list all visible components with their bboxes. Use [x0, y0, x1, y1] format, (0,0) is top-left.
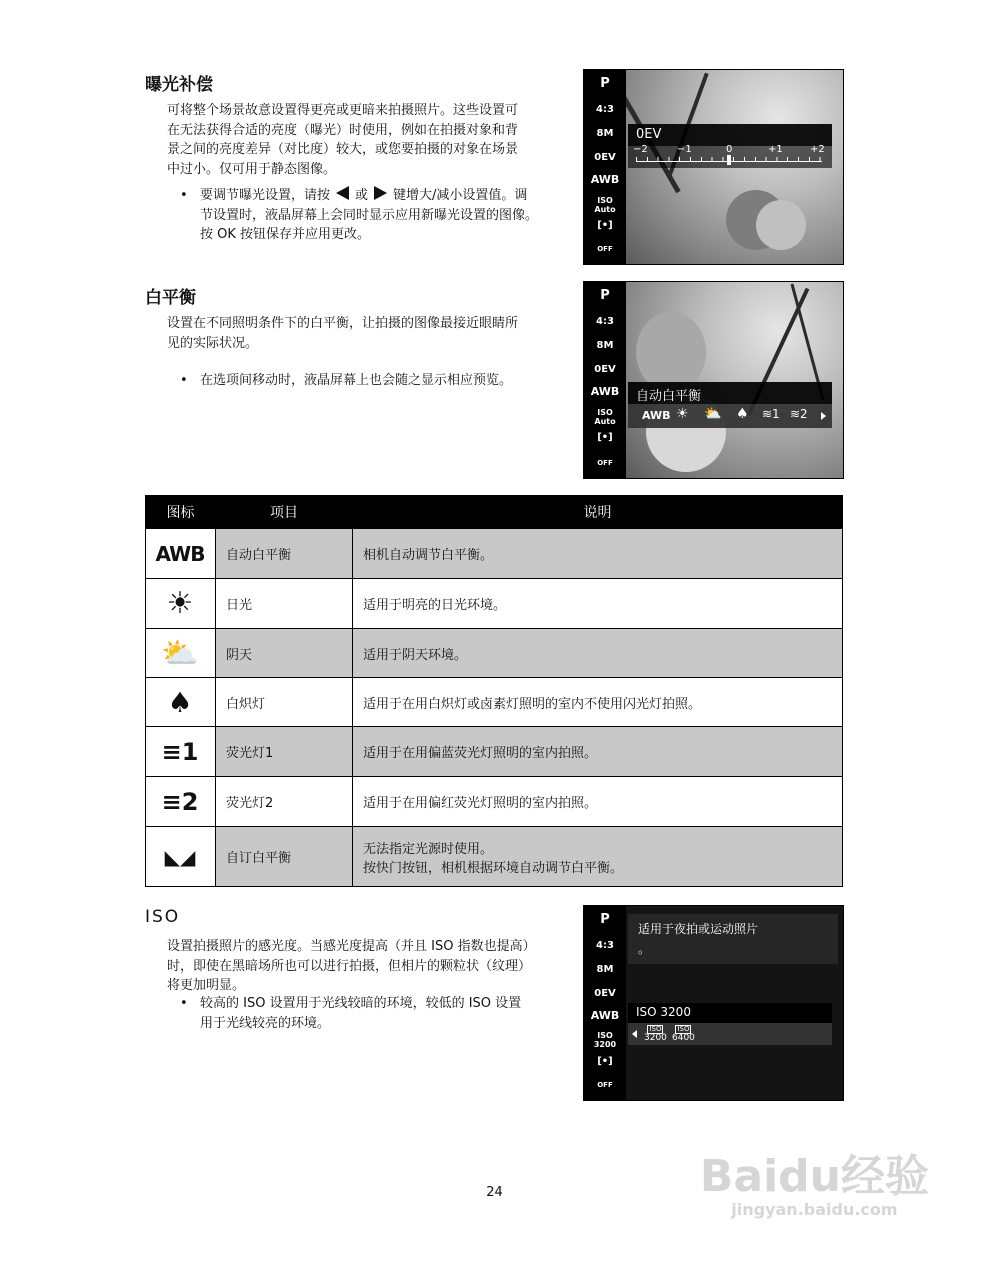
- metering-icon: [•]: [597, 1056, 613, 1067]
- section-title-white-balance: 白平衡: [145, 288, 196, 308]
- bullet-dot: •: [180, 188, 188, 203]
- icon-cell: [146, 777, 216, 827]
- desc-cell: [353, 827, 843, 887]
- camera-screen-exposure: [583, 69, 844, 265]
- item-cell: 白炽灯: [216, 678, 353, 727]
- mode-p-icon: P: [600, 76, 610, 91]
- page-number: 24: [486, 1185, 503, 1200]
- camera-screen-iso: [583, 905, 844, 1101]
- iso-hint-box: [628, 914, 838, 964]
- fluorescent1-icon: ≡1: [154, 730, 206, 774]
- wb-option-awb[interactable]: AWB: [642, 409, 671, 422]
- wb-option-incandescent[interactable]: ♠: [736, 406, 749, 422]
- wb-option-daylight[interactable]: ☀: [676, 406, 689, 422]
- bullet-text: 较高的 ISO 设置用于光线较暗的环境，较低的 ISO 设置: [200, 996, 522, 1011]
- sun-icon: ☀: [154, 582, 206, 626]
- scale-label: 0: [726, 144, 733, 155]
- iso-bullet: [180, 994, 575, 1033]
- iso-option-6400[interactable]: [672, 1025, 695, 1042]
- table-row: [146, 629, 843, 678]
- iso-hint-line: 适用于夜拍或运动照片: [638, 922, 759, 936]
- iso-hint-line: 。: [638, 942, 651, 956]
- cloudy-icon: ⛅: [154, 631, 206, 675]
- iso-option-value: 6400: [672, 1033, 695, 1043]
- effect-off-icon: OFF: [597, 459, 613, 467]
- bullet-text: 用于光线较亮的环境。: [200, 1015, 331, 1031]
- exposure-paragraph: [167, 101, 567, 179]
- iso-auto-label: Auto: [594, 205, 616, 214]
- right-arrow-icon: [374, 186, 387, 200]
- text-line: 中过小。仅可用于静态图像。: [167, 161, 337, 177]
- incandescent-bulb-icon: ♠: [154, 680, 206, 724]
- text-line: 景之间的亮度差异（对比度）较大，或您要拍摄的对象在场景: [167, 142, 519, 157]
- custom-wb-icon: ◣◢: [154, 831, 206, 883]
- wb-current-label: 自动白平衡: [636, 389, 702, 404]
- left-arrow-icon[interactable]: [632, 1030, 637, 1038]
- bullet-text: 键增大/减小设置值。调: [393, 188, 528, 203]
- aspect-ratio-icon: 4:3: [596, 104, 614, 115]
- scale-label: +1: [768, 144, 783, 155]
- white-balance-table: [145, 495, 843, 887]
- text-line: 将更加明显。: [167, 978, 246, 993]
- section-title-exposure: 曝光补偿: [145, 75, 213, 95]
- awb-icon: AWB: [154, 532, 206, 576]
- iso-auto-label: Auto: [594, 417, 616, 426]
- desc-cell: 相机自动调节白平衡。: [353, 529, 843, 579]
- wb-option-cloudy[interactable]: ⛅: [704, 406, 722, 422]
- desc-line: 按快门按钮，相机根据环境自动调节白平衡。: [363, 860, 624, 876]
- item-cell: 自动白平衡: [216, 529, 353, 579]
- desc-cell: 适用于在用白炽灯或卤素灯照明的室内不使用闪光灯拍照。: [353, 678, 843, 727]
- text-line: 设置拍摄照片的感光度。当感光度提高（并且 ISO 指数也提高）: [167, 939, 536, 954]
- table-header: 图标: [146, 496, 216, 529]
- aspect-ratio-icon: 4:3: [596, 316, 614, 327]
- left-arrow-icon: [336, 186, 349, 200]
- aspect-ratio-icon: 4:3: [596, 940, 614, 951]
- iso-options-bar[interactable]: [628, 1023, 832, 1045]
- wb-label-bar: [628, 382, 832, 404]
- preview-photo: [626, 282, 843, 478]
- wb-paragraph: [167, 314, 567, 353]
- bullet-dot: •: [180, 996, 188, 1011]
- item-cell: 荧光灯1: [216, 727, 353, 777]
- fluorescent2-icon: ≡2: [154, 780, 206, 824]
- item-cell: 自订白平衡: [216, 827, 353, 887]
- iso-icon: ISO: [597, 408, 613, 417]
- mode-p-icon: P: [600, 288, 610, 303]
- wb-option-fluorescent2[interactable]: ≋2: [790, 407, 808, 421]
- item-cell: 荧光灯2: [216, 777, 353, 827]
- iso-current-label: ISO 3200: [636, 1005, 691, 1019]
- awb-icon: AWB: [590, 173, 620, 186]
- metering-icon: [•]: [597, 220, 613, 231]
- item-cell: 日光: [216, 579, 353, 629]
- section-title-iso: ISO: [145, 907, 181, 927]
- icon-cell: [146, 827, 216, 887]
- awb-icon: AWB: [590, 1009, 620, 1022]
- table-row: [146, 579, 843, 629]
- exposure-icon: 0EV: [594, 364, 616, 375]
- scale-label: −2: [633, 144, 648, 155]
- camera-side-rail: [584, 906, 626, 1100]
- desc-cell: 适用于明亮的日光环境。: [353, 579, 843, 629]
- watermark-url: jingyan.baidu.com: [731, 1200, 898, 1219]
- scale-label: −1: [677, 144, 692, 155]
- icon-cell: [146, 678, 216, 727]
- bullet-text: 节设置时，液晶屏幕上会同时显示应用新曝光设置的图像。: [200, 207, 539, 223]
- wb-options-bar[interactable]: [628, 404, 832, 428]
- table-header: 说明: [353, 496, 843, 529]
- item-cell: 阴天: [216, 629, 353, 678]
- watermark-brand: Baidu经验: [699, 1151, 929, 1202]
- text-line: 见的实际状况。: [167, 335, 259, 351]
- metering-icon: [•]: [597, 432, 613, 443]
- icon-cell: [146, 629, 216, 678]
- iso-icon: ISO: [597, 196, 613, 205]
- bullet-text: 按 OK 按钮保存并应用更改。: [200, 227, 371, 242]
- iso-option-value: 3200: [644, 1033, 667, 1043]
- table-row: [146, 529, 843, 579]
- bullet-dot: •: [180, 373, 188, 388]
- wb-option-fluorescent1[interactable]: ≋1: [762, 407, 780, 421]
- icon-cell: [146, 579, 216, 629]
- iso-badge: ISO: [649, 1025, 662, 1033]
- icon-cell: [146, 727, 216, 777]
- iso-icon: ISO: [597, 1031, 613, 1040]
- resolution-icon: 8M: [596, 128, 614, 139]
- resolution-icon: 8M: [596, 964, 614, 975]
- scale-label: +2: [810, 144, 825, 155]
- right-arrow-icon[interactable]: [821, 412, 826, 420]
- camera-side-rail: [584, 70, 626, 264]
- bullet-text: 要调节曝光设置，请按: [200, 188, 331, 203]
- icon-cell: [146, 529, 216, 579]
- table-row: [146, 777, 843, 827]
- wb-bullet: [180, 371, 575, 391]
- exposure-icon: 0EV: [594, 988, 616, 999]
- table-row: [146, 827, 843, 887]
- table-header: 项目: [216, 496, 353, 529]
- desc-line: 无法指定光源时使用。: [363, 841, 494, 857]
- exposure-icon: 0EV: [594, 152, 616, 163]
- exposure-scale[interactable]: [628, 146, 832, 168]
- text-line: 时，即使在黑暗场所也可以进行拍摄，但相片的颗粒状（纹理）: [167, 958, 532, 974]
- exposure-value: 0EV: [636, 127, 662, 142]
- text-line: 在无法获得合适的亮度（曝光）时使用，例如在拍摄对象和背: [167, 122, 519, 138]
- iso-option-3200[interactable]: [644, 1025, 667, 1042]
- effect-off-icon: OFF: [597, 245, 613, 253]
- table-row: [146, 727, 843, 777]
- camera-side-rail: [584, 282, 626, 478]
- iso-badge: ISO: [677, 1025, 690, 1033]
- bullet-text: 或: [355, 188, 369, 203]
- text-line: 设置在不同照明条件下的白平衡，让拍摄的图像最接近眼睛所: [167, 316, 519, 331]
- text-line: 可将整个场景故意设置得更亮或更暗来拍摄照片。这些设置可: [167, 103, 519, 118]
- desc-cell: 适用于在用偏红荧光灯照明的室内拍照。: [353, 777, 843, 827]
- iso-paragraph: [167, 937, 567, 996]
- desc-cell: 适用于在用偏蓝荧光灯照明的室内拍照。: [353, 727, 843, 777]
- exposure-slider-handle[interactable]: [727, 155, 731, 165]
- iso-value-label: 3200: [593, 1040, 617, 1049]
- exposure-value-bar: [628, 124, 832, 146]
- exposure-bullet: [180, 186, 575, 245]
- desc-cell: 适用于阴天环境。: [353, 629, 843, 678]
- watermark: [700, 1140, 929, 1219]
- effect-off-icon: OFF: [597, 1081, 613, 1089]
- iso-label-bar: [628, 1003, 832, 1023]
- resolution-icon: 8M: [596, 340, 614, 351]
- camera-screen-white-balance: [583, 281, 844, 479]
- bullet-text: 在选项间移动时，液晶屏幕上也会随之显示相应预览。: [200, 373, 513, 388]
- mode-p-icon: P: [600, 912, 610, 927]
- table-row: [146, 678, 843, 727]
- awb-icon: AWB: [590, 385, 620, 398]
